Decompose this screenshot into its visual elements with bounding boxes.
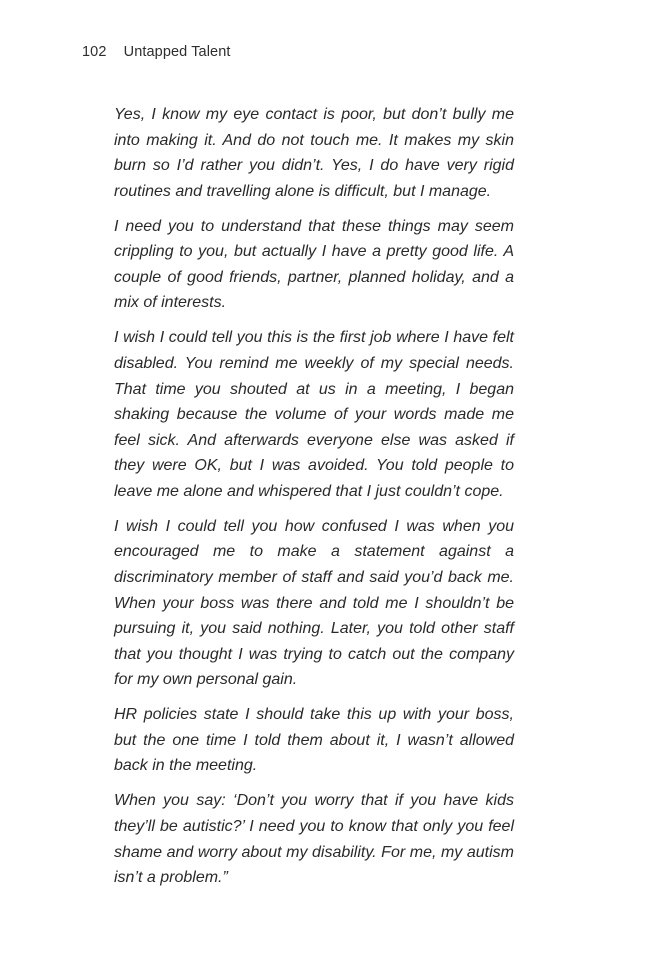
page-number: 102 <box>82 44 107 60</box>
paragraph: Yes, I know my eye contact is poor, but don’t bully me into making it. And do not touch me. It makes my skin burn so I’d rather you didn’t. Yes, I do have very rigid routines and travelling alone is difficult, but I manage. <box>114 106 514 200</box>
book-title: Untapped Talent <box>123 44 231 60</box>
paragraph: HR policies state I should take this up with your boss, but the one time I told them about it, I wasn’t allowed back in the meeting. <box>114 706 514 775</box>
running-header <box>82 44 231 60</box>
paragraph: I wish I could tell you this is the first job where I have felt disabled. You remind me weekly of my special needs. That time you shouted at us in a meeting, I began shaking because the volume of your words made me feel sick. And afterwards everyone else was asked if they were OK, but I was avoided. You told people to leave me alone and whispered that I just couldn’t cope. <box>114 329 514 500</box>
body-text <box>114 102 514 900</box>
paragraph: I need you to understand that these things may seem crippling to you, but actually I have a pretty good life. A couple of good friends, partner, planned holiday, and a mix of interests. <box>114 217 514 312</box>
paragraph: When you say: ‘Don’t you worry that if you have kids they’ll be autistic?’ I need you to know that only you feel shame and worry about my disability. For me, my autism isn’t a problem.” <box>114 792 514 887</box>
paragraph: I wish I could tell you how confused I was when you encouraged me to make a statement against a discriminatory member of staff and said you’d back me. When your boss was there and told me I shouldn’t be pursuing it, you said nothing. Later, you told other staff that you thought I was trying to catch out the company for my own personal gain. <box>114 517 514 689</box>
